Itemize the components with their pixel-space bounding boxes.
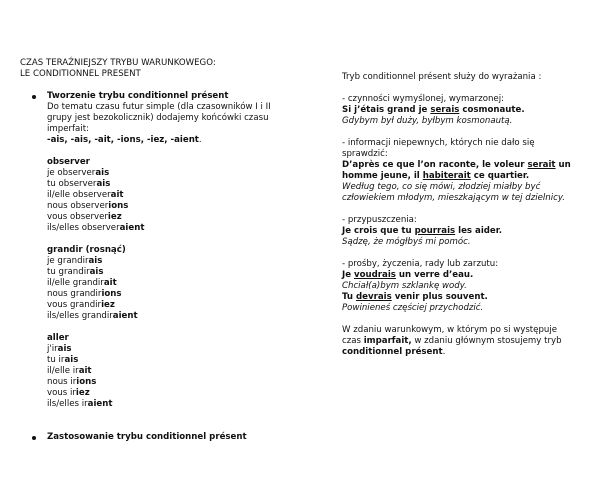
section-formation-heading: Tworzenie trybu conditionnel présent (20, 91, 290, 102)
endings-list: -ais, -ais, -ait, -ions, -iez, -aient (47, 135, 199, 145)
right-column (342, 72, 592, 358)
conjugation-row (47, 366, 290, 377)
example-polish: Gdybym był duży, byłbym kosmonautą. (342, 116, 513, 126)
example-polish: Chciał(a)bym szklankę wody. (342, 281, 467, 291)
example-polish: Według tego, co się mówi, złodziej miałby być (342, 182, 541, 192)
conditional-sentence-note: W zdaniu warunkowym, w którym po si występuje (342, 325, 558, 335)
conjugation-row (47, 388, 290, 399)
verb-stem: tu observer (47, 179, 97, 189)
verb-ending: ais (96, 179, 111, 189)
section-usage-heading: Zastosowanie trybu conditionnel présent (20, 432, 290, 443)
conjugation-row (47, 179, 290, 190)
verb-ending: ions (76, 377, 97, 387)
verb-ending: ais (64, 355, 79, 365)
bullet-icon (32, 95, 36, 99)
conjugation-row (47, 223, 290, 234)
formation-description (20, 102, 290, 146)
verb-ending: iez (101, 300, 115, 310)
usage-label-imagined: - czynności wymyślonej, wymarzonej: (342, 94, 504, 104)
conjugation-grandir (20, 245, 290, 322)
verb-stem: tu grandir (47, 267, 90, 277)
verb-ending: ais (89, 267, 104, 277)
verb-ending: iez (75, 388, 90, 398)
example-french: Tu devrais venir plus souvent. (342, 292, 488, 302)
usage-intro: Tryb conditionnel présent służy do wyrażania : (342, 72, 542, 82)
verb-stem: il/elle grandir (47, 278, 104, 288)
formation-text-line: grupy jest bezokolicznik) dodajemy końcówki czasu (47, 113, 269, 123)
usage-label-requests: - prośby, życzenia, rady lub zarzutu: (342, 259, 499, 269)
conjugation-aller (20, 333, 290, 410)
verb-ending: aient (119, 223, 145, 233)
verb-ending: ait (103, 278, 117, 288)
left-column (20, 58, 290, 443)
conjugation-row (47, 344, 290, 355)
conjugation-observer (20, 157, 290, 234)
usage-label-uncertain-cont: sprawdzić: (342, 149, 388, 159)
verb-stem: vous observer (47, 212, 108, 222)
verb-ending: ions (101, 289, 122, 299)
example-polish: człowiekiem młodym, mieszkającym w tej dzielnicy. (342, 193, 566, 203)
endings-line: -ais, -ais, -ait, -ions, -iez, -aient. (47, 135, 202, 145)
verb-stem: je observer (47, 168, 96, 178)
formation-text-line: imperfait: (47, 124, 89, 134)
conjugation-row (47, 267, 290, 278)
example-french: Je voudrais un verre d’eau. (342, 270, 474, 280)
verb-ending: iez (107, 212, 122, 222)
verb-stem: il/elle ir (47, 366, 79, 376)
example-french: Si j’étais grand je serais cosmonaute. (342, 105, 525, 115)
conjugation-row (47, 289, 290, 300)
conjugation-row (47, 355, 290, 366)
verb-heading: aller (47, 333, 69, 343)
verb-ending: aient (112, 311, 138, 321)
verb-stem: vous ir (47, 388, 76, 398)
verb-stem: ils/elles grandir (47, 311, 113, 321)
document-title-line-2: LE CONDITIONNEL PRESENT (20, 69, 141, 79)
formation-text-line: Do tematu czasu futur simple (dla czasowników I i II (47, 102, 271, 112)
example-polish: Powinieneś częściej przychodzić. (342, 303, 484, 313)
verb-stem: vous grandir (47, 300, 102, 310)
usage-label-supposition: - przypuszczenia: (342, 215, 417, 225)
verb-ending: ais (57, 344, 72, 354)
verb-stem: je grandir (47, 256, 89, 266)
verb-ending: ais (95, 168, 110, 178)
conjugation-row (47, 256, 290, 267)
verb-ending: ait (78, 366, 92, 376)
conjugation-list (47, 256, 290, 322)
verb-ending: ait (110, 190, 124, 200)
conjugation-row (47, 377, 290, 388)
example-french: Je crois que tu pourrais les aider. (342, 226, 503, 236)
usage-label-uncertain: - informacji niepewnych, których nie dało się (342, 138, 535, 148)
example-polish: Sądzę, że mógłbyś mi pomóc. (342, 237, 471, 247)
verb-stem: tu ir (47, 355, 65, 365)
conjugation-list (47, 168, 290, 234)
verb-stem: ils/elles ir (47, 399, 88, 409)
verb-stem: ils/elles observer (47, 223, 120, 233)
bullet-icon (32, 436, 36, 440)
verb-stem: il/elle observer (47, 190, 111, 200)
verb-ending: ions (108, 201, 129, 211)
example-french: D’après ce que l’on raconte, le voleur serait un (342, 160, 571, 170)
document-title-line-1: CZAS TERAŹNIEJSZY TRYBU WARUNKOWEGO: (20, 58, 216, 68)
conditional-sentence-note: czas imparfait, w zdaniu głównym stosujemy tryb (342, 336, 562, 346)
conjugation-row (47, 212, 290, 223)
verb-ending: aient (87, 399, 113, 409)
verb-stem: nous observer (47, 201, 109, 211)
conjugation-row (47, 190, 290, 201)
example-french: homme jeune, il habiterait ce quartier. (342, 171, 530, 181)
conjugation-row (47, 278, 290, 289)
conjugation-row (47, 399, 290, 410)
conjugation-row (47, 300, 290, 311)
verb-heading: grandir (rosnąć) (47, 245, 126, 255)
verb-heading: observer (47, 157, 90, 167)
conjugation-row (47, 201, 290, 212)
verb-ending: ais (88, 256, 103, 266)
verb-stem: nous ir (47, 377, 77, 387)
verb-stem: nous grandir (47, 289, 102, 299)
verb-stem: j'ir (47, 344, 58, 354)
conjugation-list (47, 344, 290, 410)
conjugation-row (47, 311, 290, 322)
conditional-sentence-note: conditionnel présent. (342, 347, 446, 357)
conjugation-row (47, 168, 290, 179)
